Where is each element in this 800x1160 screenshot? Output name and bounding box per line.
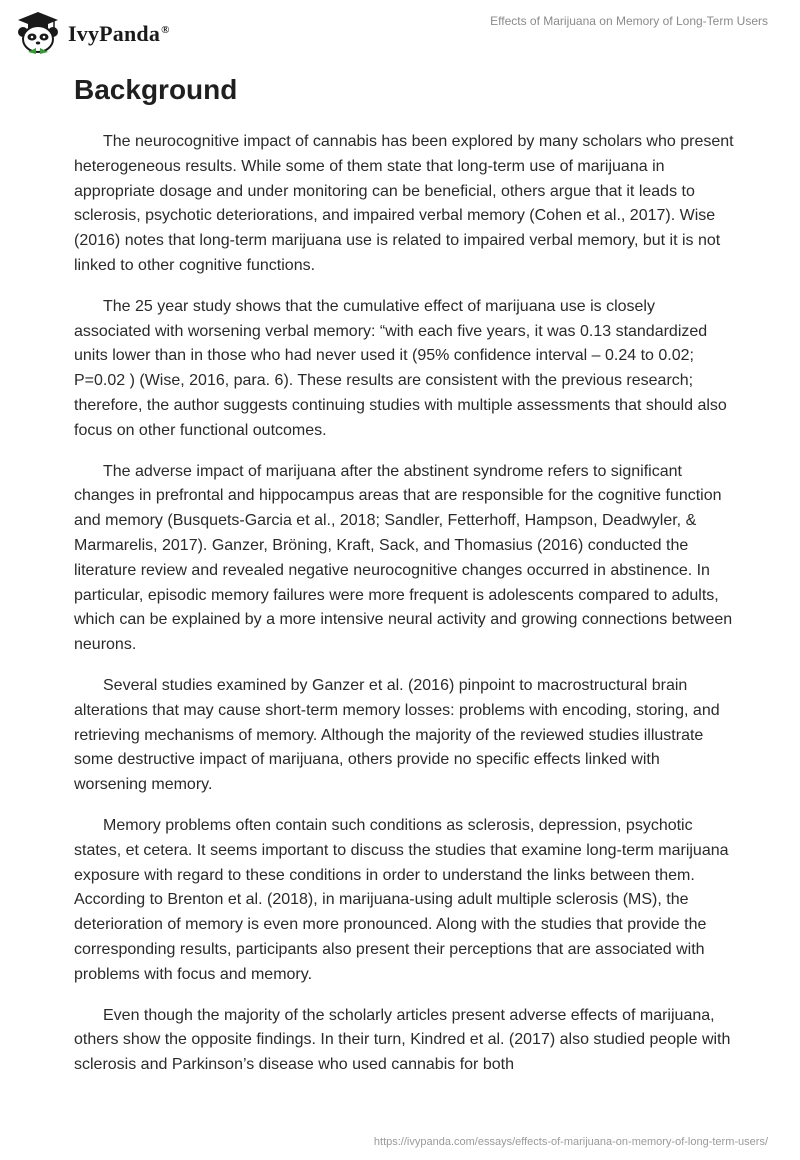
paragraph-1: The neurocognitive impact of cannabis has been explored by many scholars who present heterogeneous results. While some of them state that long-term use of marijuana in appropriate dosage and under monitoring can be beneficial, others argue that it leads to sclerosis, psychotic deteriorations, and impaired verbal memory (Cohen et al., 2017). Wise (2016) notes that long-term marijuana use is related to impaired verbal memory, but it is not linked to other cognitive functions. (74, 133, 734, 274)
brand-name: IvyPanda® (68, 21, 170, 46)
essay-body (74, 72, 734, 1094)
section-heading: Background (74, 74, 238, 105)
paragraph-3: The adverse impact of marijuana after the abstinent syndrome refers to significant changes in prefrontal and hippocampus areas that are responsible for the cognitive function and memory (Busquets-Garcia et al., 2018; Sandler, Fetterhoff, Hampson, Deadwyler, & Marmarelis, 2017). Ganzer, Bröning, Kraft, Sack, and Thomasius (2016) conducted the literature review and revealed negative neurocognitive changes occurred in abstinence. In particular, episodic memory failures were more frequent is adolescents compared to adults, which can be explained by a more intensive neural activity and growing connections between neurons. (74, 462, 733, 654)
paragraph-2: The 25 year study shows that the cumulative effect of marijuana use is closely associated with worsening verbal memory: “with each five years, it was 0.13 standardized units lower than in those who had never used it (95% confidence interval – 0.24 to 0.02; P=0.02 ) (Wise, 2016, para. 6). These results are consistent with the previous research; therefore, the author suggests continuing studies with multiple assessments that should also focus on other functional outcomes. (74, 297, 727, 439)
paragraph-4: Several studies examined by Ganzer et al. (2016) pinpoint to macrostructural brain alterations that may cause short-term memory losses: problems with encoding, storing, and retrieving mechanisms of memory. Although the majority of the reviewed studies illustrate some destructive impact of marijuana, others provide no specific effects linked with worsening memory. (74, 676, 720, 794)
page-header (0, 0, 800, 60)
paragraph-6: Even though the majority of the scholarly articles present adverse effects of marijuana, others show the opposite findings. In their turn, Kindred et al. (2017) also studied people with sclerosis and Parkinson’s disease who used cannabis for both (74, 1006, 731, 1074)
source-url-link[interactable]: https://ivypanda.com/essays/effects-of-marijuana-on-memory-of-long-term-users/ (373, 1136, 768, 1148)
brand-logo[interactable] (14, 10, 170, 54)
document-title: Effects of Marijuana on Memory of Long-Term Users (490, 14, 768, 28)
paragraph-5: Memory problems often contain such conditions as sclerosis, depression, psychotic states, et cetera. It seems important to discuss the studies that examine long-term marijuana exposure with regard to these conditions in order to understand the links between them. According to Brenton et al. (2018), in marijuana-using adult multiple sclerosis (MS), the deterioration of memory is even more pronounced. Along with the studies that provide the corresponding results, participants also present their perceptions that are associated with problems with focus and memory. (74, 816, 729, 983)
panda-graduate-icon (14, 10, 62, 54)
